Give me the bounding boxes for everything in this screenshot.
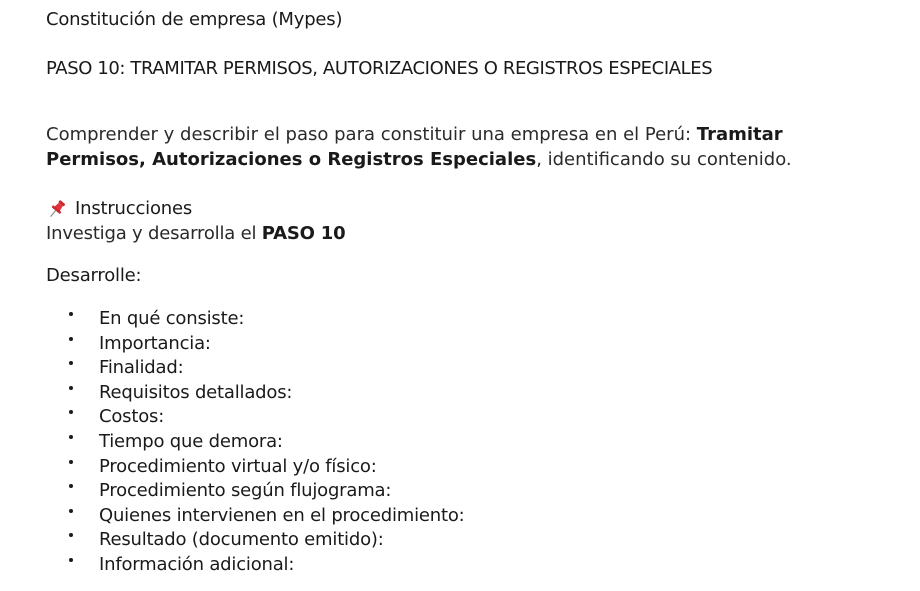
instructions-bold-text: PASO 10 (261, 223, 346, 244)
list-item (46, 504, 465, 529)
intro-bold-text: Tramitar Permisos, Autorizaciones o Registros Especiales (46, 124, 783, 170)
intro-text: Comprender y describir el paso para constituir una empresa en el Perú: (46, 124, 697, 145)
bullet-icon (69, 533, 73, 537)
list-item (46, 455, 465, 480)
list-item-label: Información adicional: (99, 553, 295, 575)
list-item (46, 479, 465, 504)
list-item-label: Tiempo que demora: (99, 430, 283, 452)
bullet-icon (69, 435, 73, 439)
list-item (46, 381, 465, 406)
bullet-icon (69, 558, 73, 562)
list-item (46, 553, 465, 578)
instructions-text (46, 222, 345, 246)
list-item-label: Costos: (99, 406, 165, 428)
bullet-icon (69, 509, 73, 513)
list-item (46, 405, 465, 430)
step-heading: PASO 10: TRAMITAR PERMISOS, AUTORIZACIONES O REGISTROS ESPECIALES (46, 58, 713, 79)
bullet-icon (69, 386, 73, 390)
list-item (46, 356, 465, 381)
develop-list (46, 307, 465, 578)
document-title: Constitución de empresa (Mypes) (46, 9, 343, 30)
intro-text-end: , identificando su contenido. (536, 149, 792, 170)
list-item-label: Resultado (documento emitido): (99, 529, 384, 551)
develop-heading: Desarrolle: (46, 265, 142, 286)
bullet-icon (69, 410, 73, 414)
list-item (46, 307, 465, 332)
list-item (46, 430, 465, 455)
list-item-label: En qué consiste: (99, 308, 245, 329)
list-item-label: Requisitos detallados: (99, 381, 293, 403)
list-item-label: Finalidad: (99, 357, 184, 379)
pushpin-icon (46, 198, 68, 220)
list-item-label: Procedimiento según flujograma: (99, 480, 392, 502)
list-item-label: Importancia: (99, 332, 211, 354)
list-item (46, 332, 465, 357)
list-item-label: Procedimiento virtual y/o físico: (99, 455, 377, 477)
bullet-icon (69, 312, 73, 316)
instructions-heading (46, 197, 192, 221)
list-item-label: Quienes intervienen en el procedimiento: (99, 504, 465, 526)
list-item (46, 528, 465, 553)
bullet-icon (69, 361, 73, 365)
bullet-icon (69, 484, 73, 488)
instructions-heading-label: Instrucciones (75, 198, 193, 219)
instructions-text-label: Investiga y desarrolla el (46, 223, 262, 244)
bullet-icon (69, 337, 73, 341)
bullet-icon (69, 460, 73, 464)
intro-paragraph (46, 122, 846, 172)
